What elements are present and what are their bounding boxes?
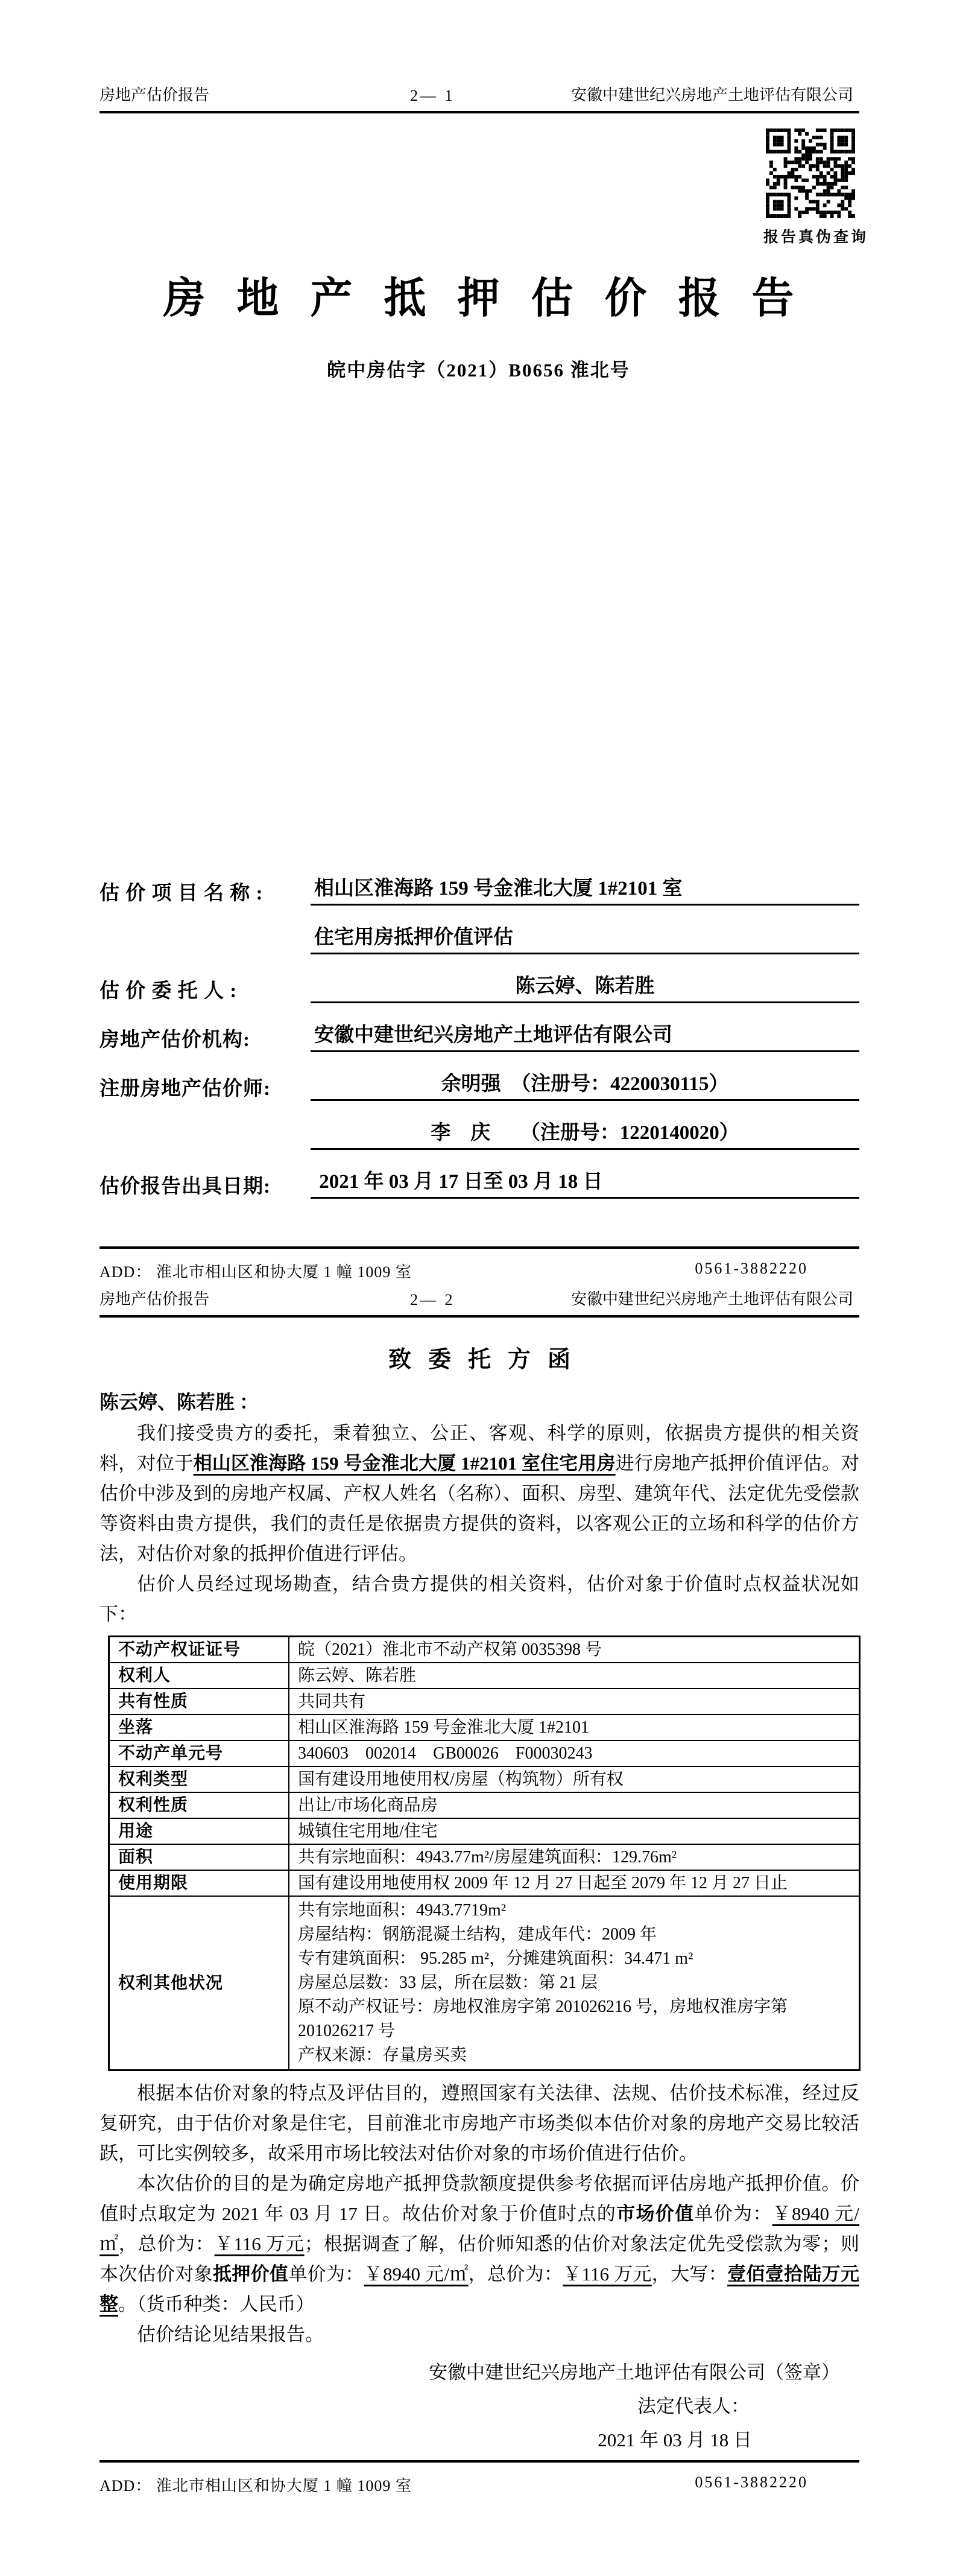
row-value: 国有建设用地使用权/房屋（构筑物）所有权 (289, 1766, 860, 1792)
letter-title: 致委托方函 (388, 1347, 587, 1372)
footer-phone: 0561-3882220 (695, 2473, 808, 2491)
p4-text: ，总价为： (468, 2264, 563, 2285)
table-row (109, 1740, 860, 1766)
p4-text: 单价为： (288, 2264, 364, 2285)
row-label: 不动产权证证号 (109, 1637, 289, 1663)
row-label: 用途 (109, 1818, 289, 1844)
row-value: 相山区淮海路 159 号金淮北大厦 1#2101 (289, 1715, 860, 1740)
signature-date: 2021 年 03 月 18 日 (598, 2429, 752, 2451)
p4-text: 单价为： (694, 2203, 772, 2224)
field-label: 房地产估价机构: (99, 1029, 250, 1051)
p1-text: 我们接受贵方的委托，秉着独立、公正、客观、科学的原则，依据贵方提供的相关资料，对位于 (99, 1423, 859, 1474)
letter-to-client (99, 1340, 859, 2457)
row-value: 340603 002014 GB00026 F00030243 (289, 1740, 860, 1766)
footer-address: ADD： 淮北市相山区和协大厦 1 幢 1009 室 (99, 2477, 412, 2495)
row-value: 出让/市场化商品房 (289, 1792, 860, 1818)
report-title: 房地产抵押估价报告 (163, 276, 826, 322)
header-doc-type: 房地产估价报告 (99, 1290, 210, 1308)
field-value: 余明强 （注册号：4220030115） (311, 1068, 859, 1101)
p4-text: ，大写： (651, 2264, 728, 2285)
header-company-name: 安徽中建世纪兴房地产土地评估有限公司 (570, 86, 853, 104)
p1-subject-property: 相山区淮海路 159 号金淮北大厦 1#2101 室住宅用房 (193, 1453, 616, 1474)
row-label: 坐落 (109, 1715, 289, 1740)
table-row (109, 1637, 860, 1663)
qr-verification-block (763, 128, 869, 247)
field-label: 估 价 委 托 人 : (99, 980, 238, 1002)
p4-text: 本次估价的目的是为确定房地产抵押贷款额度提供参考依据而评估房地产抵押价值。价值时点取定为 2021 年 03 月 17 日。故估价对象于价值时点的 (99, 2173, 859, 2224)
other-status-line: 房屋结构：钢筋混凝土结构，建成年代：2009 年 (298, 1925, 657, 1944)
row-value: 皖（2021）淮北市不动产权第 0035398 号 (289, 1637, 860, 1663)
cover-fields (99, 857, 859, 1199)
page2-footer (99, 2460, 859, 2496)
header-page-number: 2— 1 (410, 87, 455, 104)
row-label: 使用期限 (109, 1870, 289, 1896)
row-value: 城镇住宅用地/住宅 (289, 1818, 860, 1844)
row-label: 共有性质 (109, 1689, 289, 1715)
other-status-line: 共有宗地面积：4943.7719m² (298, 1901, 507, 1920)
row-value: 陈云婷、陈若胜 (289, 1663, 860, 1689)
footer-phone: 0561-3882220 (695, 1260, 808, 1277)
field-appraiser-1 (99, 1052, 859, 1101)
other-status-line: 原不动产权证号：房地权淮房字第 201026216 号，房地权淮房字第 201026217 号 (298, 1997, 788, 2040)
property-rights-table (108, 1635, 861, 2071)
field-issue-date (99, 1150, 859, 1199)
other-status-line: 产权来源：存量房买卖 (298, 2046, 467, 2064)
p4-unit-price: ￥8940 元/㎡ (99, 2203, 860, 2254)
field-label: 估 价 项 目 名 称 : (99, 883, 264, 904)
row-label: 权利其他状况 (109, 1896, 289, 2070)
table-row (109, 1844, 860, 1870)
row-label: 权利人 (109, 1663, 289, 1689)
p4-text: ，总价为： (118, 2233, 215, 2254)
header-page-number: 2— 2 (410, 1291, 455, 1309)
field-value: 陈云婷、陈若胜 (311, 970, 859, 1003)
qr-code-icon (766, 128, 855, 218)
table-row-other-status (109, 1896, 860, 2070)
other-status-line: 专有建筑面积： 95.285 m²，分摊建筑面积：34.471 m² (298, 1949, 693, 1968)
row-value (289, 1896, 860, 2070)
p4-text: ；根据调查了解，估价师知悉的估价对象法定优先受偿款为零；则本次估价对象 (99, 2233, 860, 2285)
field-project-name (99, 857, 859, 906)
signature-legal-rep: 法定代表人： (637, 2396, 750, 2417)
page1-footer (99, 1246, 859, 1282)
field-label: 注册房地产估价师: (99, 1078, 271, 1100)
report-number: 皖中房估字（2021）B0656 淮北号 (327, 360, 630, 381)
field-project-name-line2 (99, 906, 859, 954)
signature-block (99, 2356, 859, 2457)
p4-mortgage-value-term: 抵押价值 (212, 2264, 289, 2285)
page1-header (99, 81, 859, 113)
letter-paragraph-3: 根据本估价对象的特点及评估目的，遵照国家有关法律、法规、估价技术标准，经过反复研究，由于估价对象是住宅，目前淮北市房地产市场类似本估价对象的房地产交易比较活跃，可比实例较多，故采用市场比较法对估价对象的市场价值进行估价。 (99, 2083, 859, 2164)
letter-salutation: 陈云婷、陈若胜 ： (99, 1391, 259, 1413)
field-label: 估价报告出具日期: (99, 1176, 271, 1198)
letter-paragraph-5: 估价结论见结果报告。 (137, 2324, 324, 2345)
p4-total-price: ￥116 万元 (563, 2264, 652, 2285)
row-label: 权利类型 (109, 1766, 289, 1792)
footer-address: ADD： 淮北市相山区和协大厦 1 幢 1009 室 (99, 1263, 412, 1281)
page2-header (99, 1285, 859, 1318)
row-value: 国有建设用地使用权 2009 年 12 月 27 日起至 2079 年 12 月 27 日止 (289, 1870, 860, 1896)
field-client (99, 954, 859, 1003)
other-status-line: 房屋总层数：33 层，所在层数：第 21 层 (298, 1973, 598, 1992)
p4-text: 。（货币种类：人民币） (118, 2294, 315, 2315)
field-value: 李 庆 （注册号：1220140020） (311, 1117, 859, 1150)
field-agency (99, 1003, 859, 1052)
signature-company: 安徽中建世纪兴房地产土地评估有限公司（签章） (429, 2362, 840, 2383)
row-value: 共同共有 (289, 1689, 860, 1715)
letter-paragraph-2: 估价人员经过现场勘查，结合贵方提供的相关资料，估价对象于价值时点权益状况如下： (99, 1573, 859, 1625)
qr-label: 报告真伪查询 (763, 229, 869, 246)
letter-paragraph-1 (99, 1418, 859, 1569)
field-value: 住宅用房抵押价值评估 (311, 921, 859, 954)
table-row (109, 1766, 860, 1792)
table-row (109, 1792, 860, 1818)
table-row (109, 1818, 860, 1844)
p4-total-price: ￥116 万元 (214, 2233, 305, 2254)
table-row (109, 1689, 860, 1715)
field-value: 相山区淮海路 159 号金淮北大厦 1#2101 室 (311, 872, 859, 906)
letter-paragraph-4 (99, 2169, 859, 2320)
p4-amount-in-words: 壹佰壹拾陆万元整 (99, 2264, 860, 2315)
table-row (109, 1663, 860, 1689)
field-appraiser-2 (99, 1101, 859, 1150)
p1-text: 进行房地产抵押价值评估。对估价中涉及到的房地产权属、产权人姓名（名称）、面积、房型、建筑年代、法定优先受偿款等资料由贵方提供，我们的责任是依据贵方提供的资料，以客观公正的立场和科学的估价方法，对估价对象的抵押价值进行评估。 (99, 1453, 860, 1564)
field-value: 安徽中建世纪兴房地产土地评估有限公司 (311, 1019, 859, 1052)
field-value: 2021 年 03 月 17 日至 03 月 18 日 (311, 1166, 859, 1199)
header-doc-type: 房地产估价报告 (99, 86, 210, 104)
row-label: 不动产单元号 (109, 1740, 289, 1766)
p4-market-value-term: 市场价值 (616, 2203, 695, 2224)
row-label: 权利性质 (109, 1792, 289, 1818)
header-company-name: 安徽中建世纪兴房地产土地评估有限公司 (570, 1290, 853, 1308)
row-label: 面积 (109, 1844, 289, 1870)
table-row (109, 1870, 860, 1896)
p4-unit-price: ￥8940 元/㎡ (364, 2264, 469, 2285)
row-value: 共有宗地面积：4943.77m²/房屋建筑面积：129.76m² (289, 1844, 860, 1870)
table-row (109, 1715, 860, 1740)
